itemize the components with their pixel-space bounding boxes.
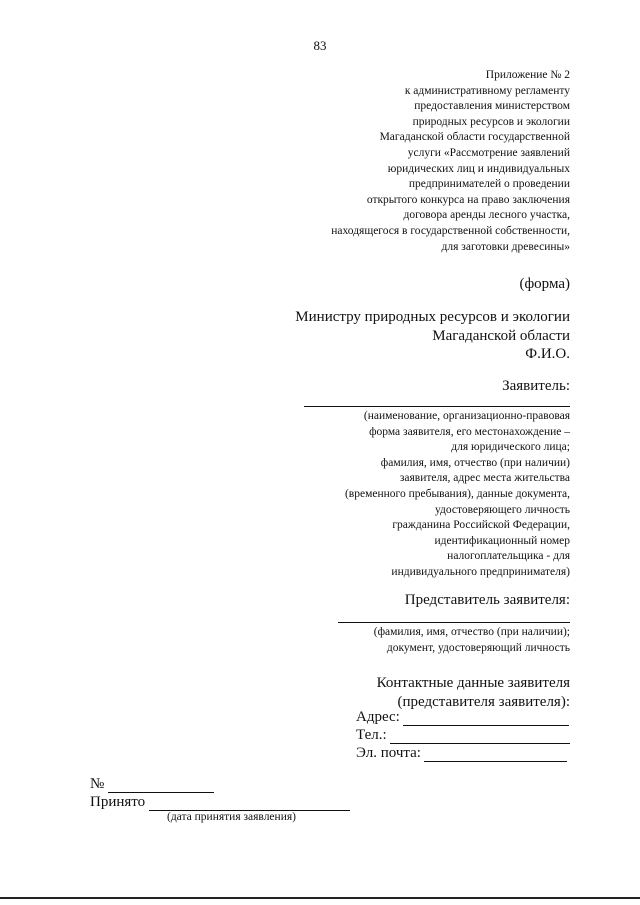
appendix-line: услуги «Рассмотрение заявлений [407, 146, 570, 159]
applicant-hint-line: гражданина Российской Федерации, [392, 519, 570, 532]
appendix-line: Приложение № 2 [485, 69, 570, 81]
appendix-line: договора аренды лесного участка, [403, 209, 570, 222]
phone-field[interactable] [390, 729, 570, 744]
registration-number-label: № [90, 776, 105, 792]
applicant-hint-line: удостоверяющего личность [435, 503, 570, 516]
applicant-hint-line: (наименование, организационно-правовая [363, 410, 570, 422]
appendix-line: открытого конкурса на право заключения [366, 193, 570, 206]
applicant-hint-line: индивидуального предпринимателя) [391, 565, 570, 578]
addressee-line: Министру природных ресурсов и экологии [295, 309, 570, 325]
accepted-row [90, 794, 350, 811]
applicant-hint-line: идентификационный номер [434, 534, 570, 547]
appendix-line: Магаданской области государственной [379, 131, 570, 144]
applicant-hint [345, 409, 570, 581]
addressee-block [295, 308, 570, 364]
contacts-title [377, 674, 570, 711]
appendix-line: предоставления министерством [414, 100, 570, 113]
appendix-line: находящегося в государственной собственности, [331, 224, 570, 237]
address-label: Адрес: [356, 709, 400, 725]
appendix-line: для заготовки древесины» [441, 240, 570, 253]
contacts-title-line: (представителя заявителя): [397, 693, 570, 710]
applicant-hint-line: для юридического лица; [451, 441, 570, 454]
applicant-hint-line: фамилия, имя, отчество (при наличии) [380, 456, 570, 469]
contacts-title-line: Контактные данные заявителя [376, 675, 570, 691]
appendix-header [331, 68, 570, 255]
accepted-label: Принято [90, 794, 146, 810]
representative-title: Представитель заявителя: [404, 592, 570, 608]
applicant-hint-line: (временного пребывания), данные документа, [344, 487, 570, 500]
representative-hint [374, 625, 570, 656]
registration-number-field[interactable] [108, 778, 214, 793]
phone-label: Тел.: [356, 727, 387, 743]
addressee-line: Ф.И.О. [525, 346, 570, 362]
representative-hint-line: документ, удостоверяющий личность [386, 641, 570, 654]
accepted-date-field[interactable] [149, 796, 350, 811]
email-label: Эл. почта: [356, 745, 421, 761]
page-number: 83 [313, 38, 327, 53]
acceptance-date-hint: (дата принятия заявления) [167, 811, 296, 823]
form-label: (форма) [519, 276, 570, 292]
applicant-hint-line: форма заявителя, его местонахождение – [369, 425, 570, 438]
appendix-line: природных ресурсов и экологии [412, 115, 570, 128]
page-bottom-edge [0, 897, 640, 899]
applicant-hint-line: налогоплательщика - для [447, 550, 570, 563]
appendix-line: предпринимателей о проведении [408, 178, 570, 191]
registration-number-row [90, 776, 214, 793]
appendix-line: к административному регламенту [404, 84, 570, 97]
applicant-fill-line[interactable] [304, 406, 570, 407]
addressee-line: Магаданской области [432, 327, 570, 344]
representative-fill-line[interactable] [338, 622, 570, 623]
applicant-title: Заявитель: [502, 378, 570, 394]
address-field[interactable] [403, 711, 569, 726]
applicant-hint-line: заявителя, адрес места жительства [399, 472, 570, 485]
representative-hint-line: (фамилия, имя, отчество (при наличии); [373, 626, 570, 638]
email-field[interactable] [424, 747, 567, 762]
address-row [356, 709, 569, 726]
phone-row [356, 727, 570, 744]
appendix-line: юридических лиц и индивидуальных [387, 162, 570, 175]
email-row [356, 745, 567, 762]
